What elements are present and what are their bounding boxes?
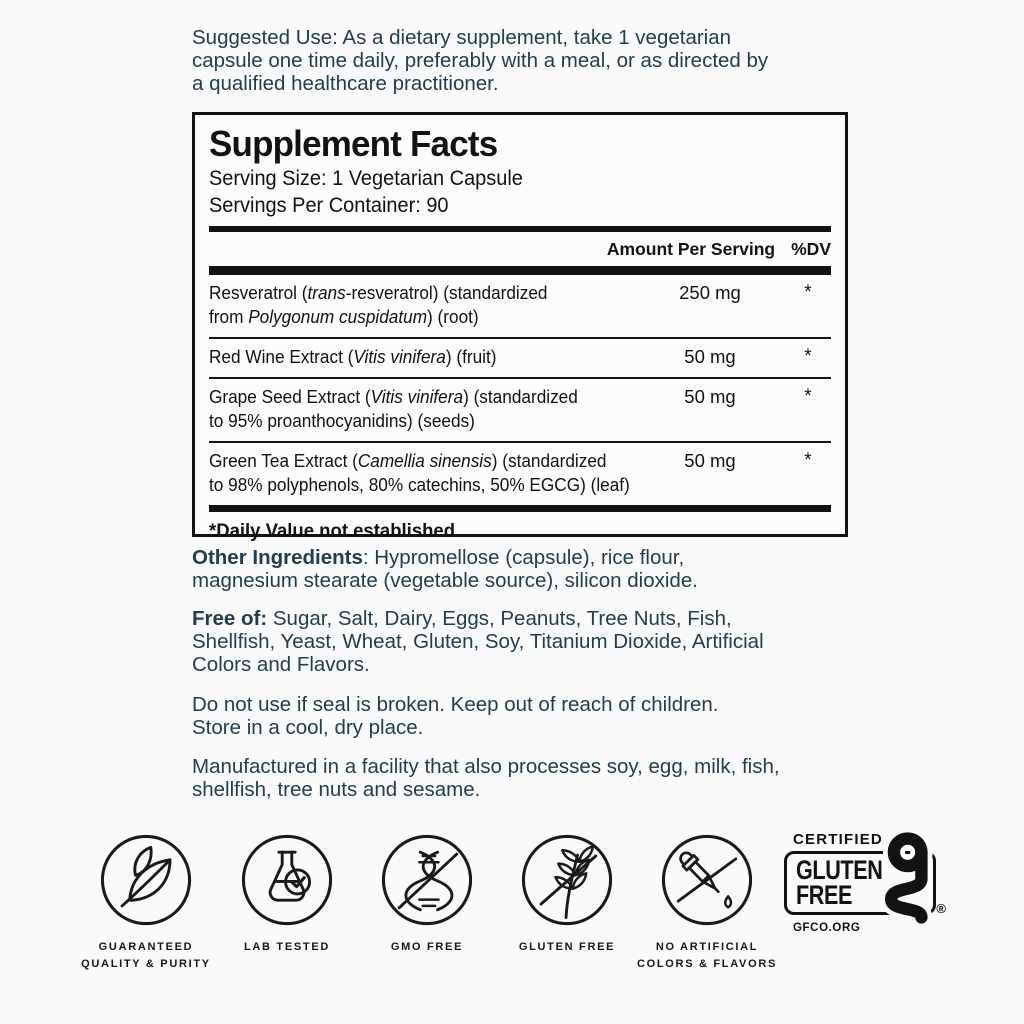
facility-paragraph [192, 755, 862, 801]
leaf-icon [98, 832, 194, 928]
other-ingredients-paragraph [192, 546, 862, 592]
facts-rows [209, 275, 831, 505]
warning-line: Store in a cool, dry place. [192, 716, 424, 739]
ingredient-name-line: Green Tea Extract (Camellia sinensis) (standardized [209, 450, 607, 471]
badge-label: NO ARTIFICIAL COLORS & FLAVORS [636, 941, 778, 970]
divider-bar [209, 505, 831, 512]
free-of-label: Free of: [192, 607, 268, 630]
dna-crossed-icon [379, 832, 475, 928]
gfco-gluten-free-text: GLUTEN FREE [796, 855, 883, 910]
gfco-certified-text: CERTIFIED [793, 831, 883, 848]
ingredient-dv: * [804, 282, 812, 303]
badge-guaranteed-quality [71, 832, 221, 973]
column-header-amount: Amount Per Serving [606, 239, 776, 259]
ingredient-name [209, 281, 635, 329]
badge-label: LAB TESTED [243, 941, 331, 953]
suggested-use-paragraph [192, 26, 862, 95]
free-of-paragraph [192, 607, 862, 676]
ingredient-amount: 50 mg [684, 346, 736, 367]
warning-line: Do not use if seal is broken. Keep out of reach of children. [192, 693, 719, 716]
facility-line: shellfish, tree nuts and sesame. [192, 778, 481, 801]
warning-paragraph [192, 693, 862, 739]
table-row [209, 275, 831, 337]
ingredient-amount: 50 mg [684, 386, 736, 407]
ingredient-name-line: Grape Seed Extract (Vitis vinifera) (standardized [209, 386, 578, 407]
table-row [209, 441, 831, 505]
dropper-crossed-icon [659, 832, 755, 928]
ingredient-dv: * [804, 450, 812, 471]
other-ingredients-text: : Hypromellose (capsule), rice flour, [362, 546, 685, 569]
ingredient-name [209, 449, 635, 497]
ingredient-name [209, 385, 635, 433]
free-of-line: Colors and Flavors. [192, 653, 370, 676]
suggested-use-line: a qualified healthcare practitioner. [192, 72, 499, 95]
facts-table-header [209, 232, 831, 266]
registered-trademark-symbol: ® [936, 901, 946, 916]
ingredient-amount: 250 mg [679, 282, 741, 303]
wheat-crossed-icon [519, 832, 615, 928]
other-ingredients-line: magnesium stearate (vegetable source), silicon dioxide. [192, 569, 698, 592]
supplement-facts-panel [192, 112, 848, 542]
column-header-dv: %DV [791, 239, 831, 259]
suggested-use-line: Suggested Use: As a dietary supplement, take 1 vegetarian [192, 26, 732, 49]
ingredient-name-line: to 98% polyphenols, 80% catechins, 50% EGCG) (leaf) [209, 474, 630, 495]
badge-gluten-free [492, 832, 642, 956]
badge-label: GLUTEN FREE [518, 941, 616, 953]
table-row [209, 337, 831, 377]
ingredient-name-line: Red Wine Extract (Vitis vinifera) (fruit) [209, 346, 497, 367]
ingredient-name [209, 345, 635, 369]
gfco-org-text: GFCO.ORG [793, 922, 861, 934]
ingredient-name-line: to 95% proanthocyanidins) (seeds) [209, 410, 475, 431]
ingredient-dv: * [804, 386, 812, 407]
gfco-g-logo-icon [871, 829, 937, 930]
servings-per-container: Servings Per Container: 90 [209, 194, 449, 217]
facility-line: Manufactured in a facility that also processes soy, egg, milk, fish, [192, 755, 780, 778]
badge-label: GUARANTEED QUALITY & PURITY [81, 941, 211, 970]
supplement-facts-title: Supplement Facts [209, 123, 498, 164]
badge-gmo-free [352, 832, 502, 956]
ingredient-name-line: Resveratrol (trans-resveratrol) (standardized [209, 282, 548, 303]
free-of-line [192, 607, 862, 630]
suggested-use-line: capsule one time daily, preferably with a meal, or as directed by [192, 49, 769, 72]
badge-no-artificial [632, 832, 782, 973]
lab-flask-icon [239, 832, 335, 928]
ingredient-dv: * [804, 346, 812, 367]
gfco-badge-frame [784, 851, 946, 916]
badge-lab-tested [212, 832, 362, 956]
badge-label: GMO FREE [390, 941, 464, 953]
free-of-text: Sugar, Salt, Dairy, Eggs, Peanuts, Tree Nuts, Fish, [267, 607, 732, 630]
other-ingredients-line [192, 546, 862, 569]
serving-size: Serving Size: 1 Vegetarian Capsule [209, 167, 523, 190]
table-row [209, 377, 831, 441]
free-of-line: Shellfish, Yeast, Wheat, Gluten, Soy, Titanium Dioxide, Artificial [192, 630, 764, 653]
other-ingredients-label: Other Ingredients [192, 546, 363, 569]
divider-bar [209, 266, 831, 275]
ingredient-name-line: from Polygonum cuspidatum) (root) [209, 306, 479, 327]
gfco-certified-badge [784, 831, 964, 934]
ingredient-amount: 50 mg [684, 450, 736, 471]
daily-value-footnote: *Daily Value not established. [209, 520, 461, 542]
